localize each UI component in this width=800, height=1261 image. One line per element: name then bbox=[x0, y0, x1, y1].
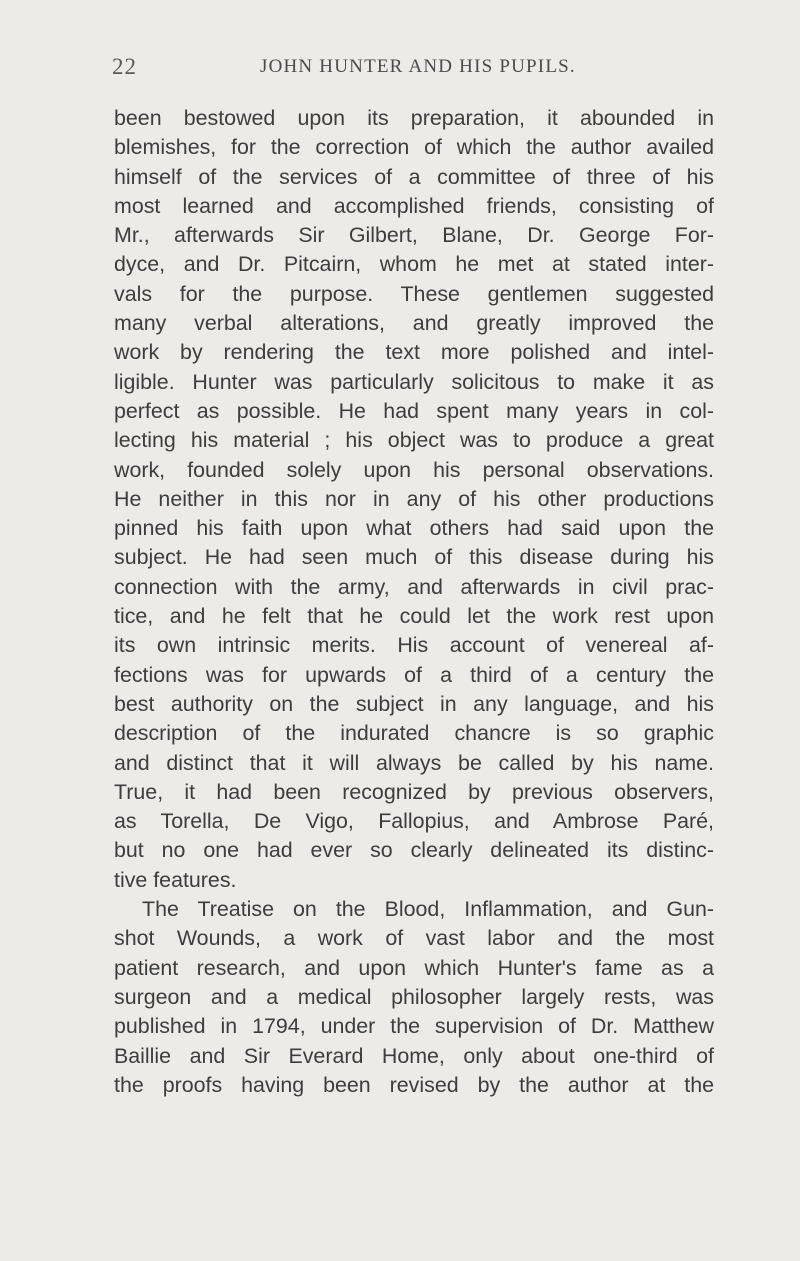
text-line: tice, and he felt that he could let the work rest upon bbox=[114, 604, 714, 629]
text-line: best authority on the subject in any language, and his bbox=[114, 691, 714, 716]
text-line: Mr., afterwards Sir Gilbert, Blane, Dr. George For- bbox=[114, 223, 714, 248]
page-number: 22 bbox=[112, 54, 137, 79]
text-line: True, it had been recognized by previous observers, bbox=[114, 779, 714, 804]
text-line: Baillie and Sir Everard Home, only about one-third of bbox=[114, 1043, 714, 1068]
text-line: its own intrinsic merits. His account of venereal af- bbox=[114, 633, 714, 658]
text-line: vals for the purpose. These gentlemen suggested bbox=[114, 281, 714, 306]
text-line: pinned his faith upon what others had said upon the bbox=[114, 516, 714, 541]
text-line: patient research, and upon which Hunter's fame as a bbox=[114, 955, 714, 980]
text-line: but no one had ever so clearly delineated its distinc- bbox=[114, 838, 714, 863]
paragraph-start-line: The Treatise on the Blood, Inflammation, and Gun- bbox=[142, 897, 714, 922]
text-line: dyce, and Dr. Pitcairn, whom he met at stated inter- bbox=[114, 252, 714, 277]
text-line: himself of the services of a committee of three of his bbox=[114, 164, 714, 189]
text-line: connection with the army, and afterwards in civil prac- bbox=[114, 574, 714, 599]
text-line: lecting his material ; his object was to produce a great bbox=[114, 428, 714, 453]
text-line: been bestowed upon its preparation, it abounded in bbox=[114, 106, 714, 130]
text-line: work, founded solely upon his personal observations. bbox=[114, 457, 714, 482]
text-line: fections was for upwards of a third of a century the bbox=[114, 662, 714, 687]
text-line: and distinct that it will always be called by his name. bbox=[114, 750, 714, 775]
text-line: most learned and accomplished friends, consisting of bbox=[114, 193, 714, 218]
text-line: as Torella, De Vigo, Fallopius, and Ambrose Paré, bbox=[114, 809, 714, 834]
text-line: blemishes, for the correction of which the author availed bbox=[114, 135, 714, 160]
text-line: subject. He had seen much of this disease during his bbox=[114, 545, 714, 570]
text-line: many verbal alterations, and greatly improved the bbox=[114, 311, 714, 336]
text-line: perfect as possible. He had spent many years in col- bbox=[114, 398, 714, 423]
text-line: work by rendering the text more polished and intel- bbox=[114, 340, 714, 365]
text-line: the proofs having been revised by the author at the bbox=[114, 1072, 714, 1097]
text-line: description of the indurated chancre is so graphic bbox=[114, 721, 714, 746]
text-line: ligible. Hunter was particularly solicitous to make it as bbox=[114, 369, 714, 394]
running-head: JOHN HUNTER AND HIS PUPILS. bbox=[260, 56, 576, 77]
body-text bbox=[114, 104, 714, 1100]
page-header bbox=[0, 54, 800, 84]
text-line: He neither in this nor in any of his other productions bbox=[114, 486, 714, 511]
paragraph-end-line: tive features. bbox=[114, 867, 237, 892]
text-line: shot Wounds, a work of vast labor and the most bbox=[114, 926, 714, 951]
text-line: published in 1794, under the supervision of Dr. Matthew bbox=[114, 1014, 714, 1039]
text-line: surgeon and a medical philosopher largely rests, was bbox=[114, 984, 714, 1009]
